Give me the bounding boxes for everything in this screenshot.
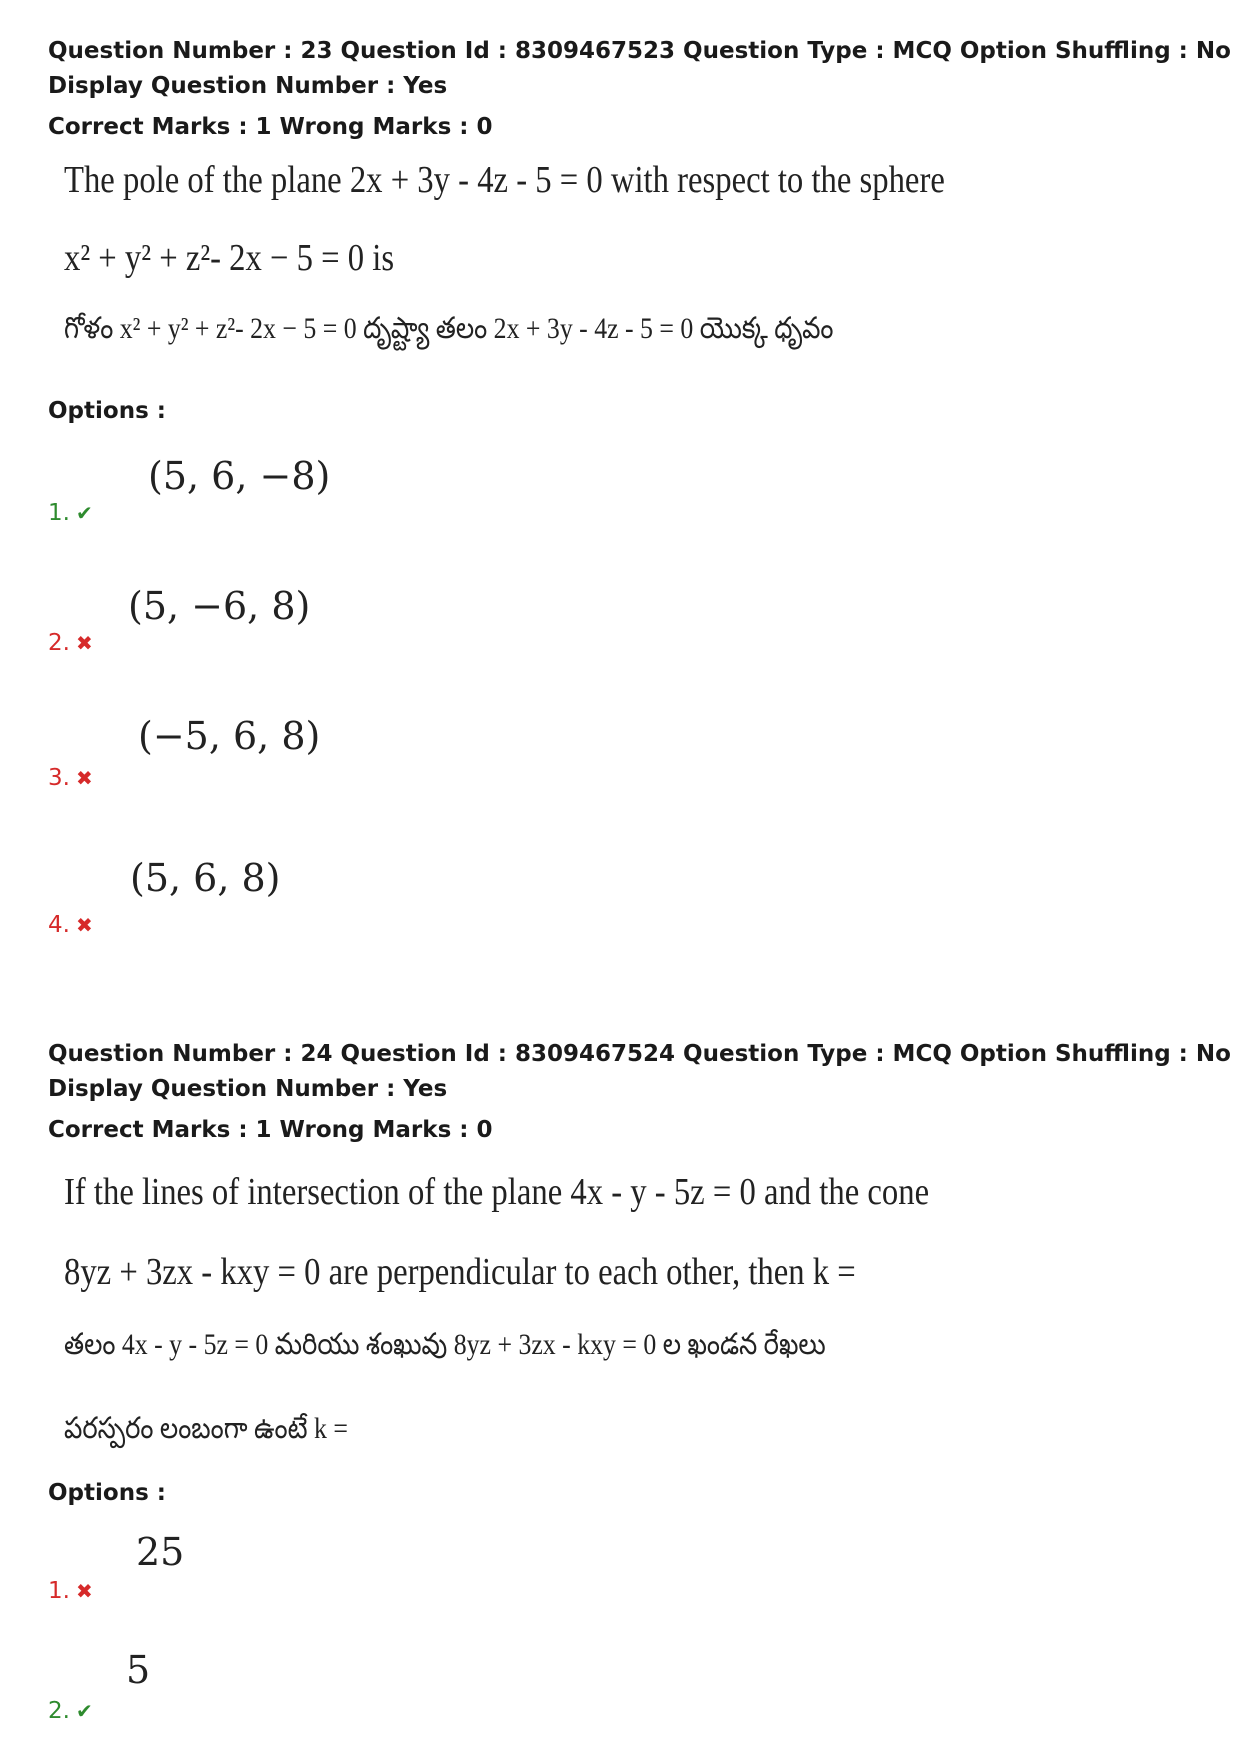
q24-option-2-number: 2. ✔ <box>48 1698 93 1724</box>
q24-question-en-line2: 8yz + 3zx - kxy = 0 are perpendicular to each other, then k = <box>64 1251 856 1293</box>
q23-option-2-value: (5, −6, 8) <box>128 584 311 628</box>
q23-marks: Correct Marks : 1 Wrong Marks : 0 <box>48 114 493 140</box>
q24-question-telugu-line1: తలం 4x - y - 5z = 0 మరియు శంఖువు 8yz + 3zx - kxy = 0 ల ఖండన రేఖలు <box>64 1328 826 1361</box>
q24-option-1-value: 25 <box>136 1530 185 1574</box>
q24-header-line2: Display Question Number : Yes <box>48 1076 448 1102</box>
q23-option-3-number: 3. ✖ <box>48 765 93 791</box>
q23-header-line2: Display Question Number : Yes <box>48 73 448 99</box>
cross-icon: ✖ <box>75 766 93 790</box>
q24-option-2-value: 5 <box>126 1648 151 1692</box>
q24-options-label: Options : <box>48 1480 166 1506</box>
cross-icon: ✖ <box>75 631 93 655</box>
q23-option-3-value: (−5, 6, 8) <box>138 714 321 758</box>
q23-header <box>48 34 1231 104</box>
q23-header-line1: Question Number : 23 Question Id : 8309467523 Question Type : MCQ Option Shuffling : No <box>48 38 1231 64</box>
cross-icon: ✖ <box>75 1579 93 1603</box>
q24-option-1-number: 1. ✖ <box>48 1578 93 1604</box>
q23-option-4-value: (5, 6, 8) <box>130 856 281 900</box>
q23-option-4-number: 4. ✖ <box>48 912 93 938</box>
q24-question-en-line1: If the lines of intersection of the plane 4x - y - 5z = 0 and the cone <box>64 1171 930 1213</box>
q23-question-en-line1: The pole of the plane 2x + 3y - 4z - 5 = 0 with respect to the sphere <box>64 159 945 201</box>
q23-question-en-line2: x² + y² + z²- 2x − 5 = 0 is <box>64 237 395 279</box>
q23-question-telugu: గోళం x² + y² + z²- 2x − 5 = 0 దృష్ట్యా తలం 2x + 3y - 4z - 5 = 0 యొక్క ధృవం <box>64 312 834 345</box>
q23-option-1-number: 1. ✔ <box>48 500 93 526</box>
q23-option-2-number: 2. ✖ <box>48 630 93 656</box>
check-icon: ✔ <box>75 1699 93 1723</box>
q23-options-label: Options : <box>48 398 166 424</box>
q24-question-telugu-line2: పరస్పరం లంబంగా ఉంటే k = <box>64 1412 348 1445</box>
q24-marks: Correct Marks : 1 Wrong Marks : 0 <box>48 1117 493 1143</box>
q24-header <box>48 1037 1231 1107</box>
q23-option-1-value: (5, 6, −8) <box>148 454 331 498</box>
cross-icon: ✖ <box>75 913 93 937</box>
q24-header-line1: Question Number : 24 Question Id : 8309467524 Question Type : MCQ Option Shuffling : No <box>48 1041 1231 1067</box>
check-icon: ✔ <box>75 501 93 525</box>
